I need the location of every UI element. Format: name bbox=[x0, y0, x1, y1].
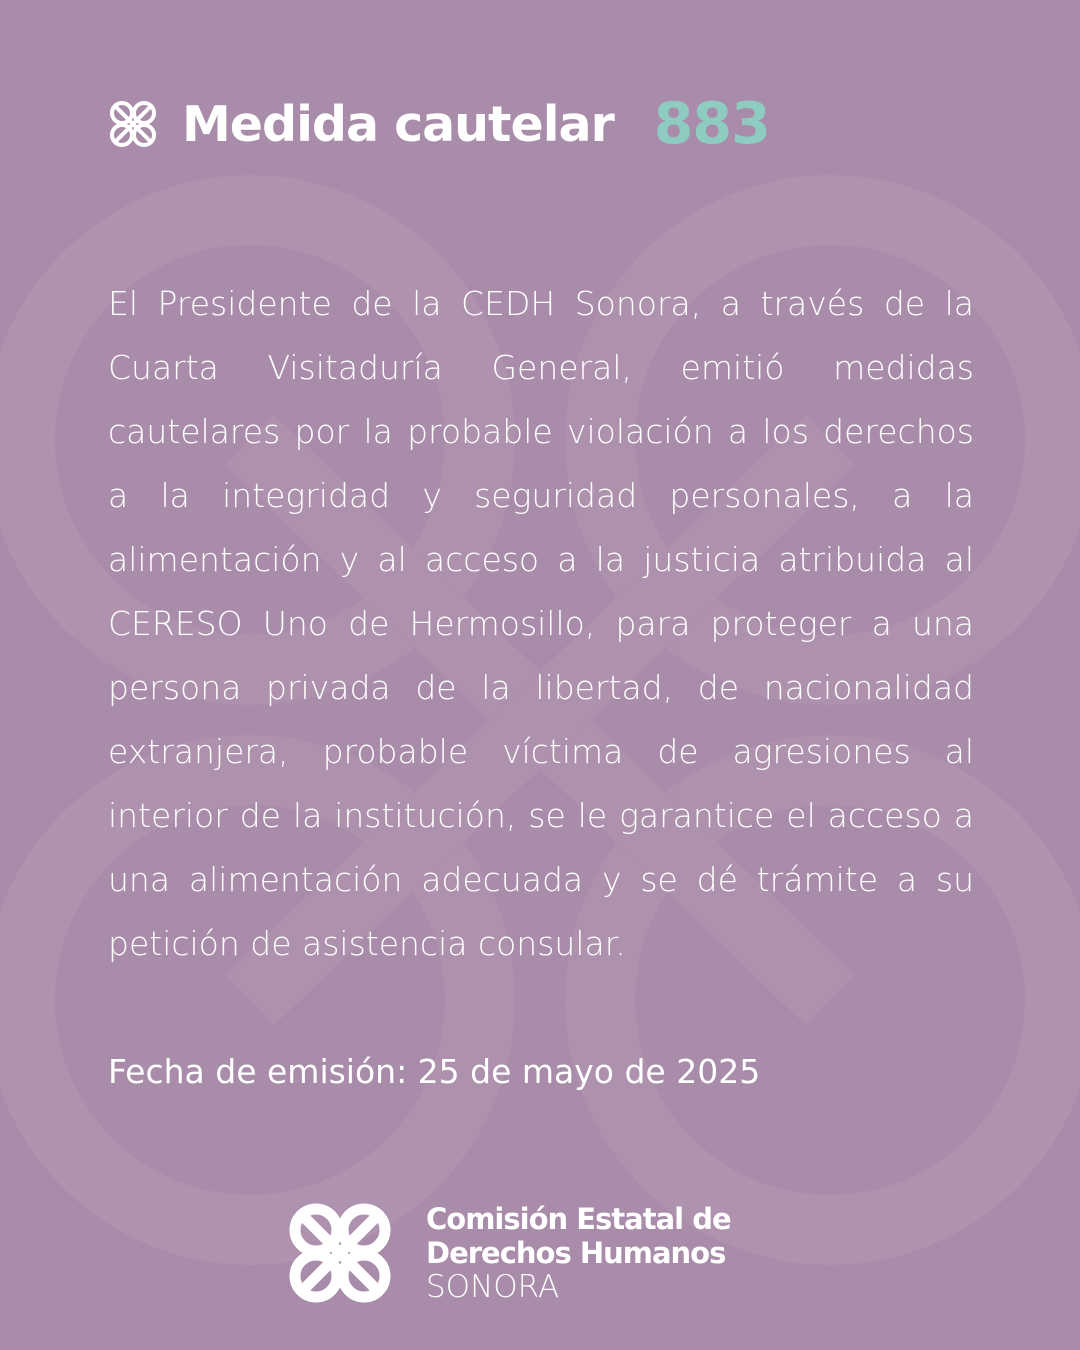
footer-organization-name bbox=[426, 1202, 731, 1304]
header bbox=[108, 92, 770, 156]
emission-date: Fecha de emisión: 25 de mayo de 2025 bbox=[108, 1052, 761, 1091]
org-name-line-2: Derechos Humanos bbox=[426, 1236, 726, 1270]
cedh-knot-icon bbox=[108, 99, 158, 149]
org-name-line-1: Comisión Estatal de bbox=[426, 1202, 731, 1236]
cedh-knot-logo bbox=[288, 1203, 392, 1303]
page-title: Medida cautelar bbox=[182, 95, 614, 153]
body-paragraph: El Presidente de la CEDH Sonora, a través de la Cuarta Visitaduría General, emitió medidas cautelares por la probable violación a los derechos a la integridad y seguridad personales, a la alimentación y al acceso a la justicia atribuida al CERESO Uno de Hermosillo, para proteger a una persona privada de la libertad, de nacionalidad extranjera, probable víctima de agresiones al interior de la institución, se le garantice el acceso a una alimentación adecuada y se dé trámite a su petición de asistencia consular. bbox=[108, 284, 974, 963]
measure-number: 883 bbox=[653, 91, 770, 157]
footer-branding bbox=[288, 1202, 731, 1304]
org-state: SONORA bbox=[426, 1269, 560, 1305]
